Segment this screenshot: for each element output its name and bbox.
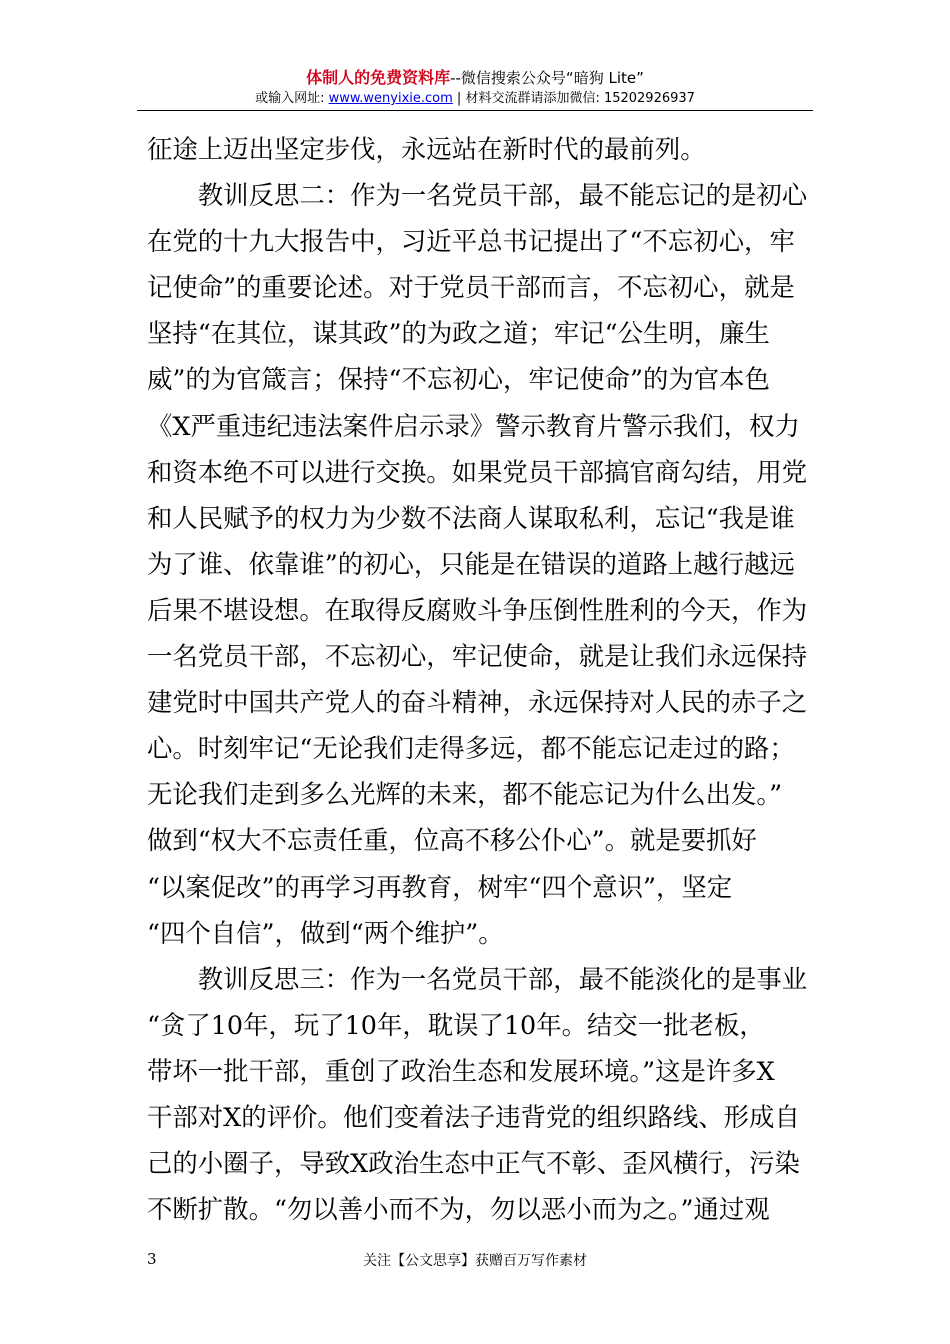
body-line: 不断扩散。“勿以善小而不为，勿以恶小而为之。”通过观 (147, 1194, 770, 1225)
body-line: 坚持“在其位，谋其政”的为政之道；牢记“公生明，廉生 (147, 318, 770, 349)
page-number: 3 (147, 1250, 157, 1268)
body-line: 和资本绝不可以进行交换。如果党员干部搞官商勾结，用党 (147, 456, 808, 487)
document-body (147, 126, 807, 1232)
header-brand: 体制人的免费资料库 (306, 68, 451, 87)
header-line-2 (0, 90, 950, 108)
body-line: 征途上迈出坚定步伐，永远站在新时代的最前列。 (147, 134, 706, 164)
header-url-prefix: 或输入网址: (255, 91, 329, 106)
body-line: 和人民赋予的权力为少数不法商人谋取私利，忘记“我是谁 (147, 502, 795, 533)
body-line: 后果不堪设想。在取得反腐败斗争压倒性胜利的今天，作为 (147, 594, 808, 625)
header-divider (137, 110, 813, 111)
body-line: 教训反思二：作为一名党员干部，最不能忘记的是初心 (147, 180, 808, 211)
footer-promo-text: 关注【公文思享】获赠百万写作素材 (363, 1253, 587, 1269)
body-line: 己的小圈子，导致X政治生态中正气不彰、歪风横行，污染 (147, 1148, 800, 1179)
header-url-link[interactable]: www.wenyixie.com (328, 91, 453, 106)
body-line: 干部对X的评价。他们变着法子违背党的组织路线、形成自 (147, 1101, 800, 1132)
body-line: 心。时刻牢记“无论我们走得多远，都不能忘记走过的路； (147, 733, 795, 764)
body-line: 记使命”的重要论述。对于党员干部而言，不忘初心，就是 (147, 272, 795, 303)
body-line: “四个自信”，做到“两个维护”。 (147, 917, 504, 948)
body-line: 为了谁、依靠谁”的初心，只能是在错误的道路上越行越远 (147, 548, 795, 579)
body-line: 无论我们走到多么光辉的未来，都不能忘记为什么出发。” (147, 779, 783, 810)
body-line: 做到“权大不忘责任重，位高不移公仆心”。就是要抓好 (147, 825, 757, 856)
body-line: “贪了10年，玩了10年，耽误了10年。结交一批老板， (147, 1009, 765, 1040)
body-line: 在党的十九大报告中，习近平总书记提出了“不忘初心，牢 (147, 226, 795, 257)
body-line: “以案促改”的再学习再教育，树牢“四个意识”，坚定 (147, 871, 733, 902)
body-line: 威”的为官箴言；保持“不忘初心，牢记使命”的为官本色 (147, 364, 770, 395)
header-tagline: --微信搜索公众号“暗狗 Lite” (450, 69, 644, 87)
body-line: 教训反思三：作为一名党员干部，最不能淡化的是事业 (147, 963, 808, 994)
header-line-1 (0, 68, 950, 88)
body-line: 建党时中国共产党人的奋斗精神，永远保持对人民的赤子之 (147, 687, 808, 718)
body-line: 一名党员干部，不忘初心，牢记使命，就是让我们永远保持 (147, 641, 808, 672)
header-contact: | 材料交流群请添加微信: 15202926937 (452, 91, 695, 106)
body-line: 带坏一批干部，重创了政治生态和发展环境。”这是许多X (147, 1055, 775, 1086)
body-line: 《X严重违纪违法案件启示录》警示教育片警示我们，权力 (147, 410, 800, 441)
page-footer (0, 1250, 950, 1270)
